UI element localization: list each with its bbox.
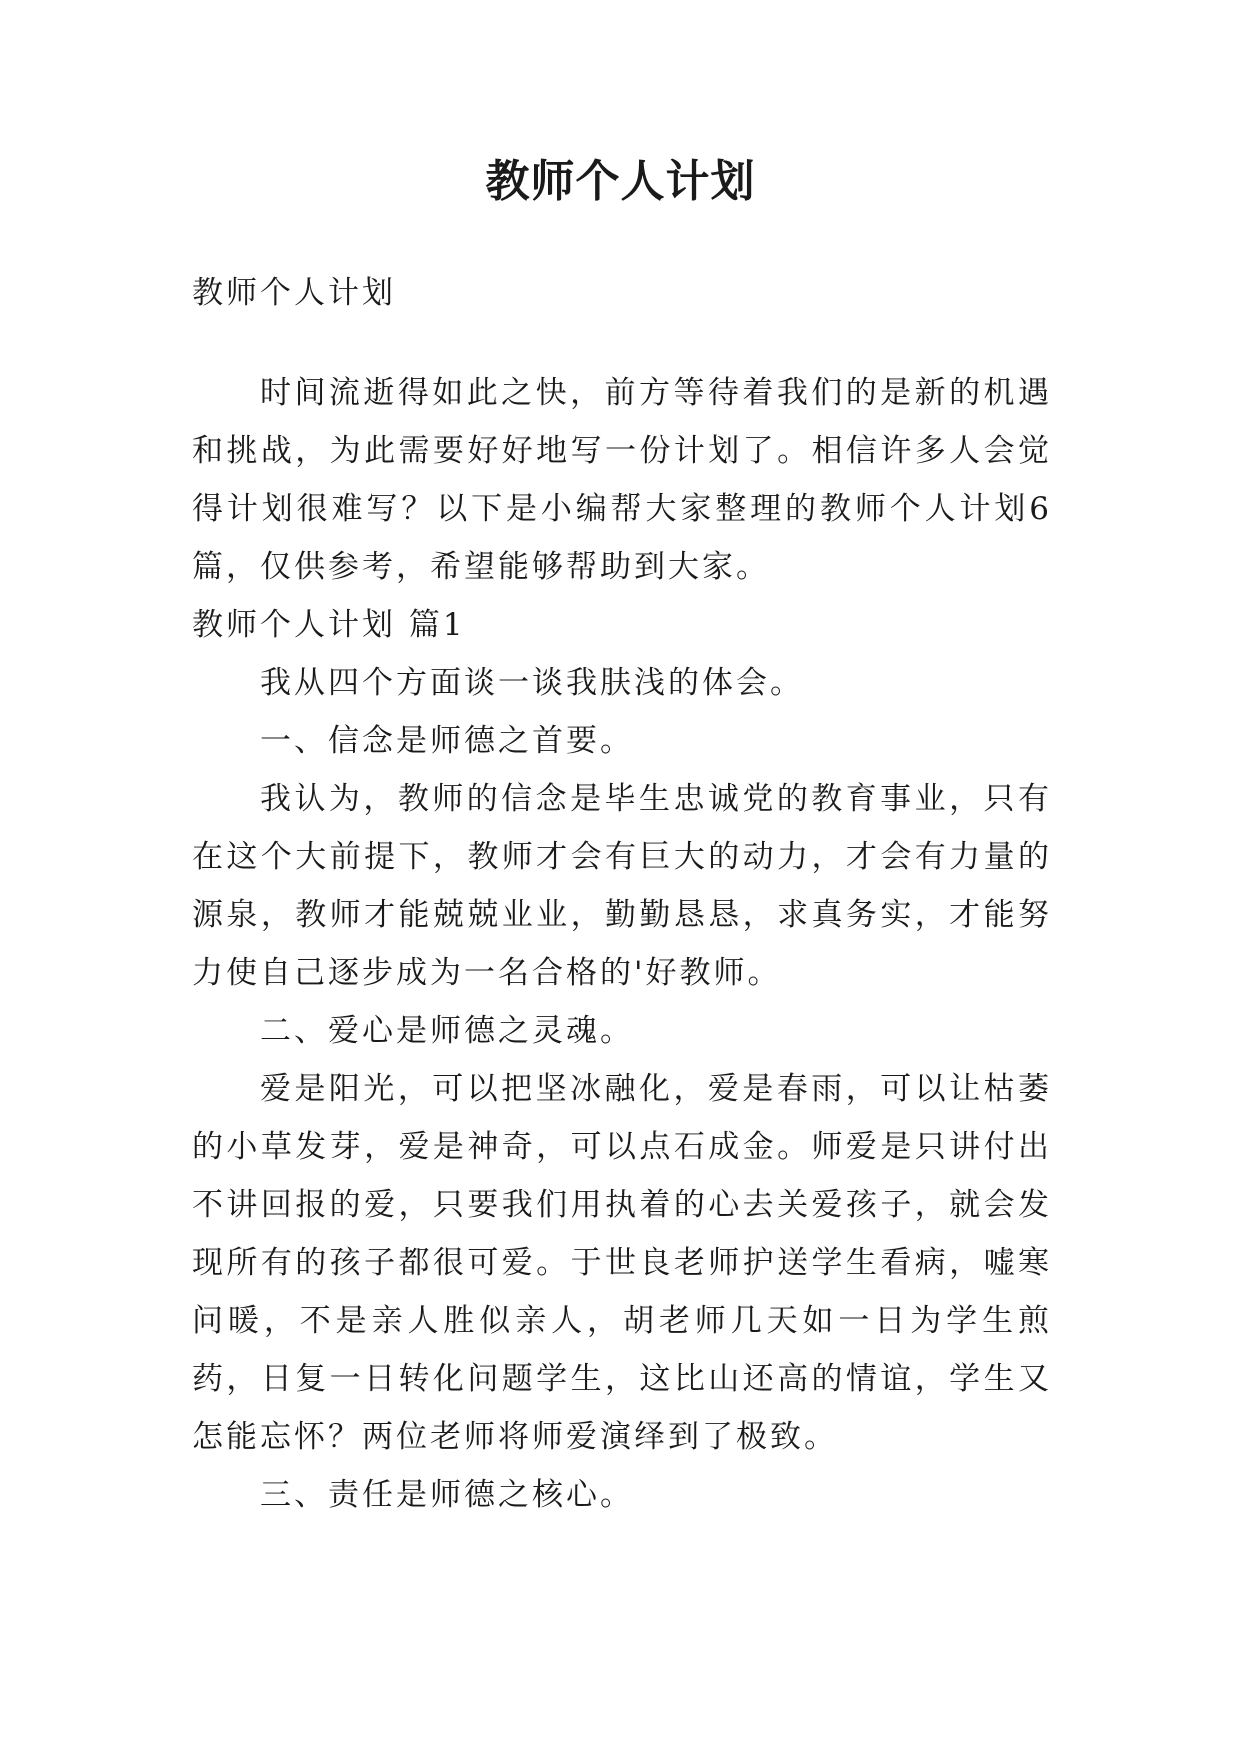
- document-title: 教师个人计划: [485, 156, 756, 207]
- intro-paragraph: 时间流逝得如此之快，前方等待着我们的是新的机遇和挑战，为此需要好好地写一份计划了。相信许多人会觉得计划很难写？以下是小编帮大家整理的教师个人计划6篇，仅供参考，希望能够帮助到大家。: [192, 375, 1052, 585]
- document-body: [192, 264, 1052, 1524]
- point-heading: 二、爱心是师德之灵魂。: [260, 1013, 634, 1049]
- document-subtitle: 教师个人计划: [192, 275, 396, 311]
- point-heading: 一、信念是师德之首要。: [260, 723, 634, 759]
- paragraph: 我从四个方面谈一谈我肤浅的体会。: [260, 665, 804, 701]
- paragraph: 我认为，教师的信念是毕生忠诚党的教育事业，只有在这个大前提下，教师才会有巨大的动力，才会有力量的源泉，教师才能兢兢业业，勤勤恳恳，求真务实，才能努力使自己逐步成为一名合格的'好教师。: [192, 781, 1052, 991]
- paragraph: 爱是阳光，可以把坚冰融化，爱是春雨，可以让枯萎的小草发芽，爱是神奇，可以点石成金。师爱是只讲付出不讲回报的爱，只要我们用执着的心去关爱孩子，就会发现所有的孩子都很可爱。于世良老师护送学生看病，嘘寒问暖，不是亲人胜似亲人，胡老师几天如一日为学生煎药，日复一日转化问题学生，这比山还高的情谊，学生又怎能忘怀？两位老师将师爱演绎到了极致。: [192, 1071, 1052, 1455]
- section-heading: 教师个人计划 篇1: [192, 607, 466, 643]
- point-heading: 三、责任是师德之核心。: [260, 1477, 634, 1513]
